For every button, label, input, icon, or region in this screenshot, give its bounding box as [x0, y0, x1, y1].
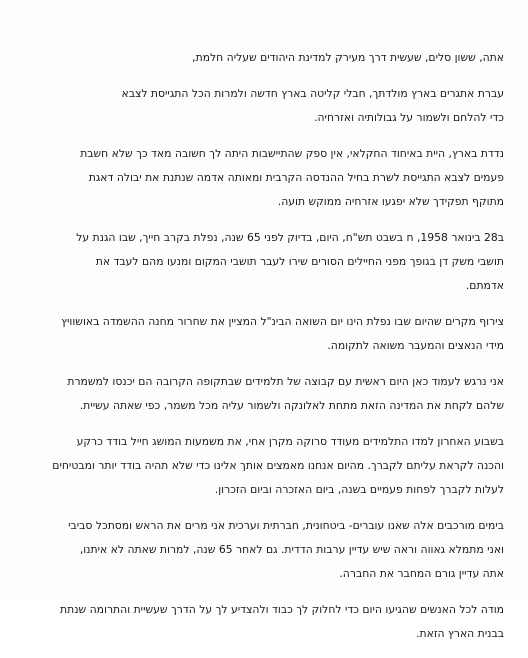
paragraph [24, 46, 504, 70]
paragraph [24, 514, 504, 586]
text-line: לעלות לקברך לפחות פעמיים בשנה, ביום האזכרה וביום הזכרון. [214, 483, 504, 496]
text-line: ואני מתמלא גאווה וראה שיש עדיין ערבות הדדית. גם לאחר 65 שנה, למרות שאתה לא איתנו, [79, 543, 504, 556]
text-line: מודה לכל האנשים שהגיעו היום כדי לחלוק לך כבוד ולהצדיע לך על הדרך שעשיית והתרומה שנתת [60, 603, 504, 616]
paragraph [24, 310, 504, 358]
paragraph [24, 598, 504, 646]
text-line: אדמתם. [465, 279, 504, 292]
text-line: אני נרגש לעמוד כאן היום ראשית עם קבוצה של תלמידים שבתקופה הקרובה הם יכנסו למשמרת [67, 375, 504, 388]
paragraph [24, 370, 504, 418]
paragraph [24, 430, 504, 502]
text-line: צירוף מקרים שהיום שבו נפלת הינו יום השואה הבינ"ל המציין את שחרור מחנה ההשמדה באושוויץ [61, 315, 504, 328]
text-line: עברת אתגרים בארץ מולדתך, חבלי קליטה בארץ חדשה ולמרות הכל התגייסת לצבא [121, 87, 504, 100]
text-line: בימים מורכבים אלה שאנו עוברים- ביטחונית, חברתית וערכית אני מרים את הראש ומסתכל סביבי [68, 519, 504, 532]
text-line: בבנית הארץ הזאת. [416, 627, 504, 640]
text-line: מתוקף תפקידך שלא יפגעו אזרחיה ממוקש תועה. [277, 195, 504, 208]
text-line: אתה, ששון סלים, שעשית דרך מעירק למדינת היהודים שעליה חלמת, [192, 51, 504, 64]
text-line: והכנה לקראת עליתם לקברך. מהיום אנחנו מאמצים אותך אלינו כדי שלא תהיה בודד יותר ומבטיחים [52, 459, 504, 472]
text-line: שלהם לקחת את המדינה הזאת מתחת לאלונקה ולשמור עליה מכל משמר, כפי שאתה עשיית. [79, 399, 504, 412]
text-line: בשבוע האחרון למדו התלמידים מעודד סרוקה מקרן אחי, את משמעות המושג חייל בודד כרקע [76, 435, 504, 448]
text-line: מידי הנאצים והמעבר משואה לתקומה. [327, 339, 504, 352]
paragraph [24, 142, 504, 214]
text-line: פעמים לצבא התגייסת לשרת בחיל ההנדסה הקרבית ומאותה אדמה שנתנת את יבולה דאגת [88, 171, 504, 184]
text-line: נדדת בארץ, היית באיחוד החקלאי, אין ספק שהתיישבות היתה לך חשובה מאד כך שלא חשבת [80, 147, 504, 160]
paragraph [24, 82, 504, 130]
text-line: ב28 בינואר 1958, ח בשבט תש"ח, היום, בדיוק לפני 65 שנה, נפלת בקרב חייך, שבו הגנת על [76, 231, 504, 244]
paragraph [24, 226, 504, 298]
text-line: כדי להלחם ולשמור על גבולותיה ואזרחיה. [314, 111, 504, 124]
text-line: אתה עדיין גורם המחבר את החברה. [339, 567, 504, 580]
document-body [24, 46, 504, 658]
text-line: תושבי משק דן בגופך מפני החיילים הסורים שירו לעבר תושבי המקום ומנעו מהם לעבד את [95, 255, 504, 268]
